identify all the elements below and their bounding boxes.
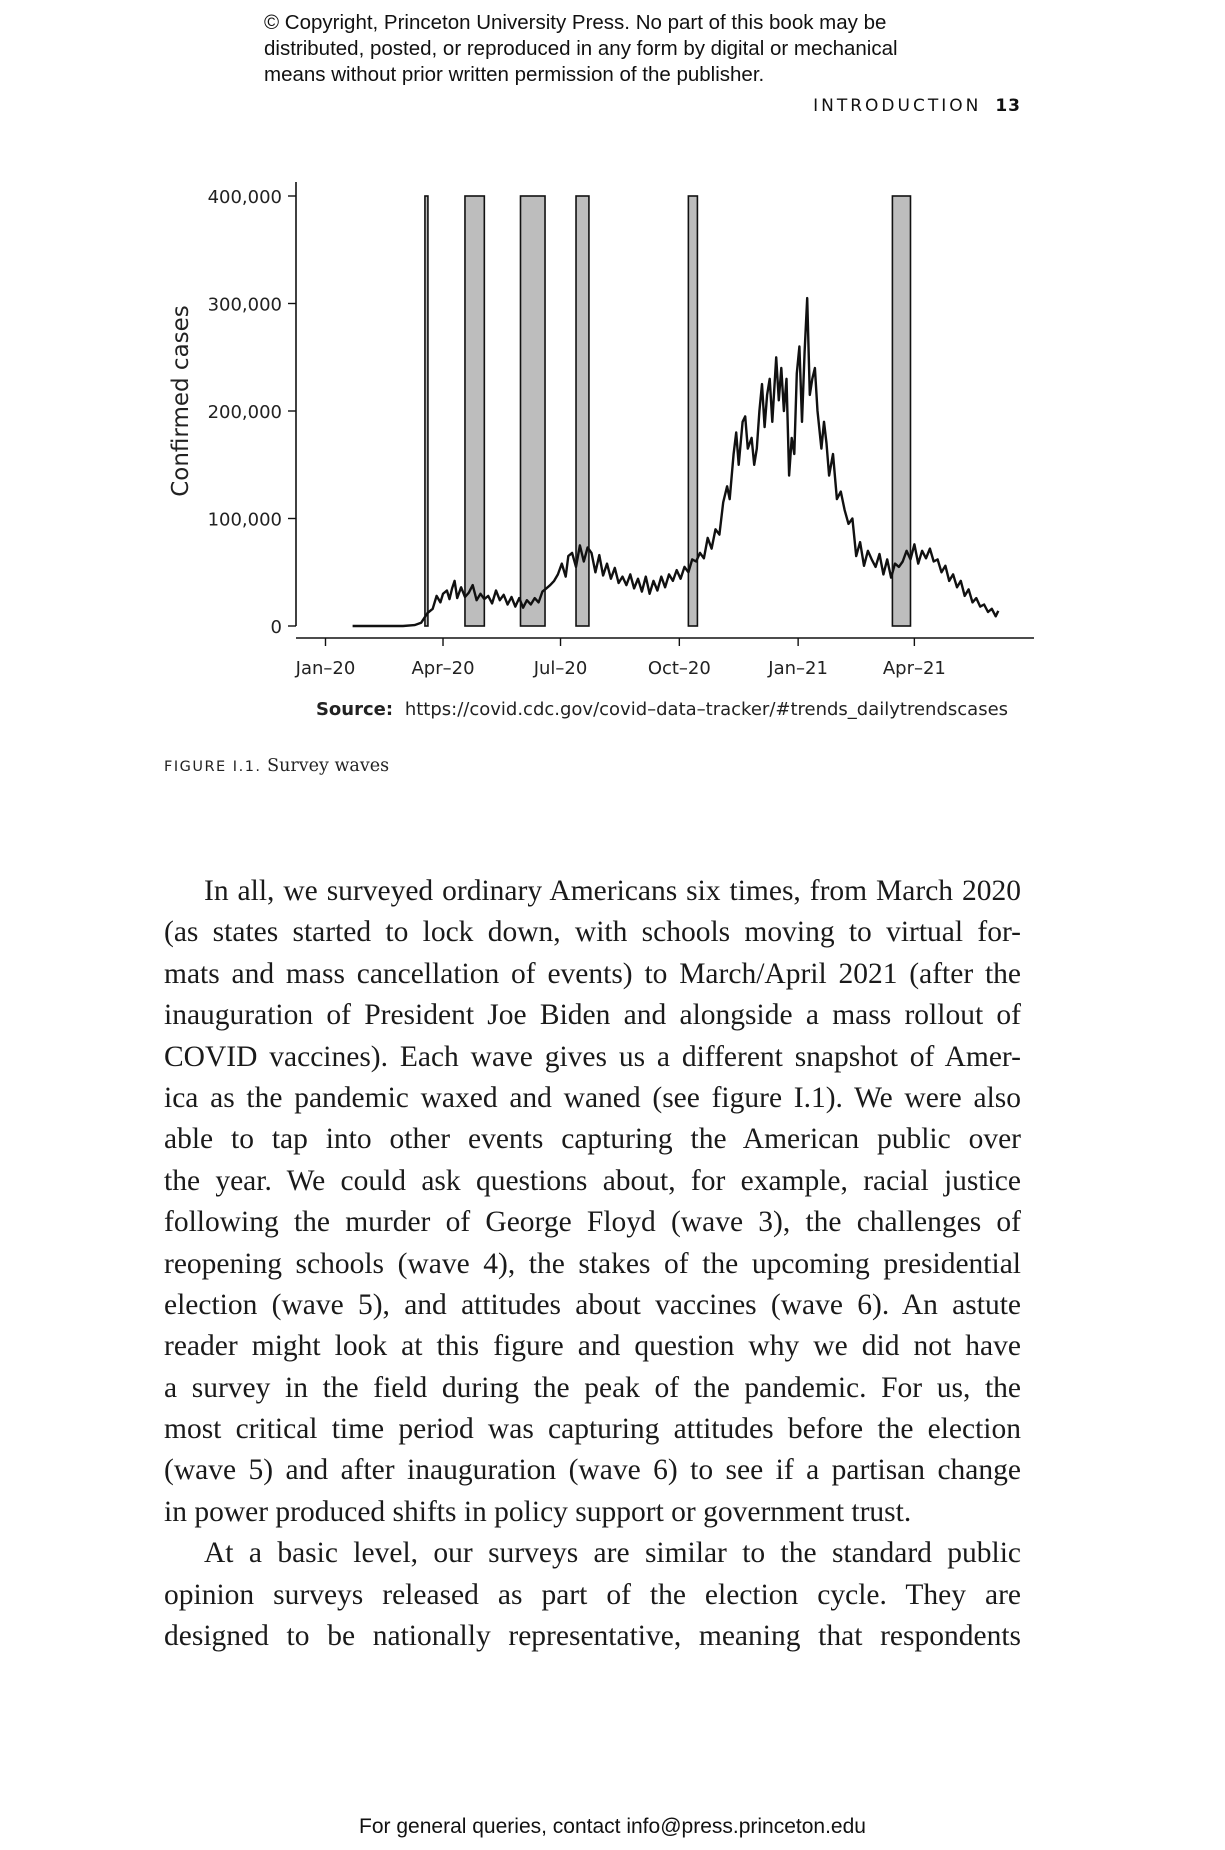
survey-waves bbox=[425, 196, 911, 626]
text-line: election (wave 5), and attitudes about vaccines (wave 6). An astute bbox=[164, 1288, 1021, 1321]
text-line: At a basic level, our surveys are similar to the standard public bbox=[204, 1537, 1021, 1570]
text-line: inauguration of President Joe Biden and alongside a mass rollout of bbox=[164, 999, 1021, 1032]
copyright-line: distributed, posted, or reproduced in any form by digital or mechanical bbox=[264, 37, 898, 60]
covid-cases-chart bbox=[0, 170, 1225, 730]
text-line: reopening schools (wave 4), the stakes of the upcoming presidential bbox=[164, 1247, 1021, 1280]
survey-wave-bar bbox=[425, 196, 428, 626]
survey-wave-bar bbox=[465, 196, 484, 626]
text-line: (wave 5) and after inauguration (wave 6) to see if a partisan change bbox=[164, 1454, 1021, 1487]
text-line: following the murder of George Floyd (wave 3), the challenges of bbox=[164, 1206, 1021, 1239]
figure-caption bbox=[164, 756, 389, 776]
text-line: able to tap into other events capturing the American public over bbox=[164, 1123, 1021, 1156]
chapter-title: INTRODUCTION bbox=[813, 96, 982, 116]
figure-label: FIGURE I.1. bbox=[164, 759, 262, 775]
text-line: a survey in the field during the peak of the pandemic. For us, the bbox=[164, 1371, 1021, 1404]
text-line: designed to be nationally representative, meaning that respondents bbox=[164, 1620, 1021, 1653]
y-tick-label: 300,000 bbox=[207, 294, 282, 316]
text-line: In all, we surveyed ordinary Americans six times, from March 2020 bbox=[204, 875, 1021, 907]
copyright-notice bbox=[264, 10, 1024, 88]
page-number: 13 bbox=[995, 96, 1021, 116]
y-tick-label: 100,000 bbox=[207, 509, 282, 531]
source-url: https://covid.cdc.gov/covid–data–tracker/#trends_dailytrendscases bbox=[404, 699, 1009, 720]
text-line: reader might look at this figure and question why we did not have bbox=[164, 1330, 1021, 1363]
y-axis-label: Confirmed cases bbox=[168, 305, 194, 497]
figure-caption-text: Survey waves bbox=[267, 756, 390, 776]
text-line: the year. We could ask questions about, for example, racial justice bbox=[164, 1164, 1021, 1197]
y-tick-label: 0 bbox=[270, 617, 282, 638]
x-tick-label: Apr–21 bbox=[882, 658, 946, 679]
body-text bbox=[164, 871, 1021, 1657]
x-tick-label: Jul–20 bbox=[533, 658, 588, 679]
y-tick-label: 400,000 bbox=[207, 187, 282, 208]
running-head bbox=[813, 96, 1021, 116]
chart-source bbox=[316, 699, 1008, 720]
y-tick-label: 200,000 bbox=[207, 402, 282, 423]
text-line: most critical time period was capturing attitudes before the election bbox=[164, 1413, 1021, 1446]
text-line: opinion surveys released as part of the election cycle. They are bbox=[164, 1578, 1021, 1611]
source-label: Source: bbox=[315, 699, 394, 720]
x-tick-label: Jan–21 bbox=[768, 658, 828, 679]
copyright-line: means without prior written permission of the publisher. bbox=[264, 63, 765, 86]
paragraph bbox=[164, 1533, 1021, 1657]
x-tick-label: Jan–20 bbox=[295, 658, 356, 679]
copyright-line: © Copyright, Princeton University Press. No part of this book may be bbox=[264, 11, 887, 34]
x-tick-label: Apr–20 bbox=[411, 658, 475, 679]
survey-wave-bar bbox=[520, 196, 545, 626]
text-line: COVID vaccines). Each wave gives us a different snapshot of Amer- bbox=[164, 1040, 1021, 1073]
text-line: in power produced shifts in policy support or government trust. bbox=[164, 1495, 912, 1528]
x-tick-label: Oct–20 bbox=[647, 658, 711, 679]
footer: For general queries, contact info@press.princeton.edu bbox=[359, 1815, 866, 1838]
text-line: ica as the pandemic waxed and waned (see figure I.1). We were also bbox=[164, 1081, 1021, 1114]
text-line: mats and mass cancellation of events) to March/April 2021 (after the bbox=[164, 957, 1021, 990]
text-line: (as states started to lock down, with schools moving to virtual for- bbox=[164, 916, 1021, 949]
paragraph bbox=[164, 871, 1021, 1533]
